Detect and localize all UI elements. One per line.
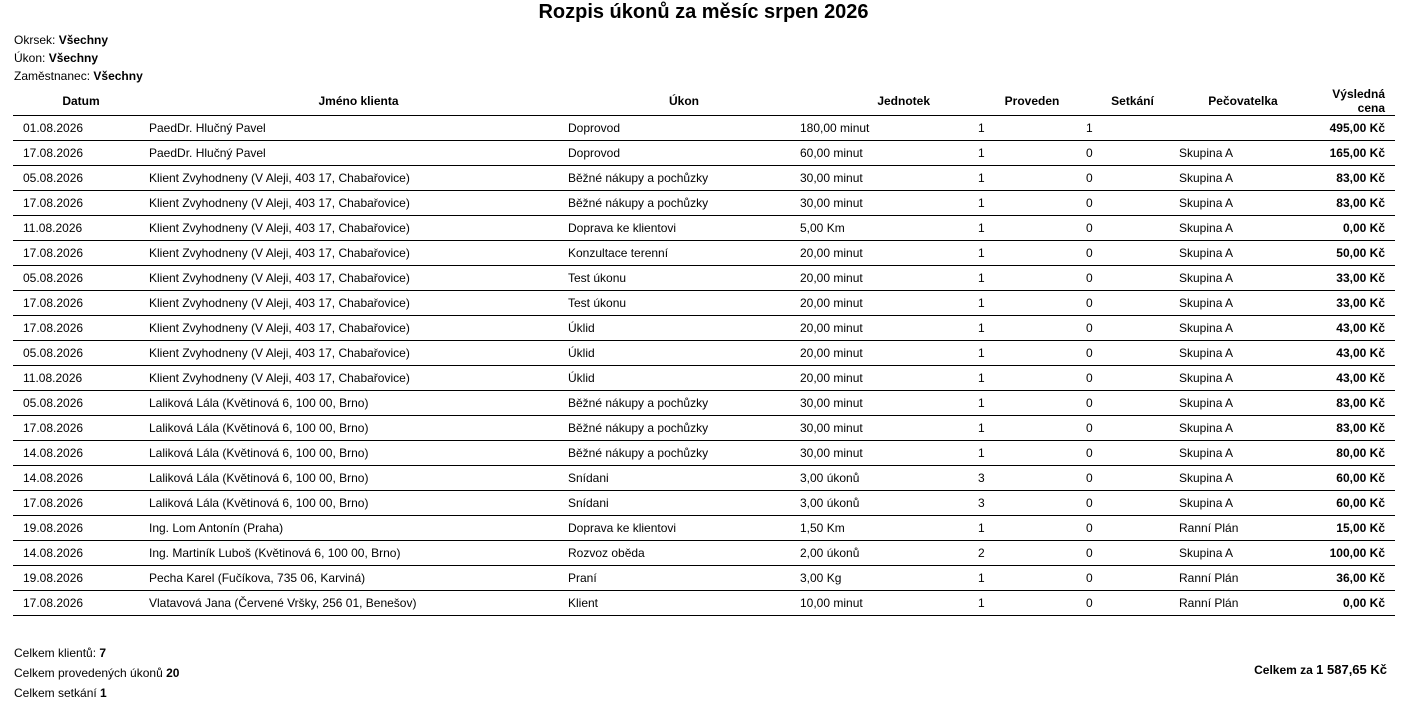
cell-datum: 17.08.2026 bbox=[13, 291, 149, 316]
cell-datum: 17.08.2026 bbox=[13, 141, 149, 166]
cell-ukon: Běžné nákupy a pochůzky bbox=[568, 166, 800, 191]
cell-jmeno-klienta: Ing. Lom Antonín (Praha) bbox=[149, 516, 568, 541]
cell-datum: 17.08.2026 bbox=[13, 416, 149, 441]
cell-vysledna-cena: 33,00 Kč bbox=[1307, 266, 1395, 291]
cell-ukon: Doprovod bbox=[568, 116, 800, 141]
cell-pecovatelka: Skupina A bbox=[1179, 241, 1307, 266]
cell-datum: 05.08.2026 bbox=[13, 391, 149, 416]
cell-datum: 14.08.2026 bbox=[13, 441, 149, 466]
cell-proveden: 1 bbox=[978, 516, 1086, 541]
cell-proveden: 1 bbox=[978, 566, 1086, 591]
cell-jednotek: 2,00 úkonů bbox=[800, 541, 978, 566]
cell-jednotek: 30,00 minut bbox=[800, 166, 978, 191]
cell-jmeno-klienta: PaedDr. Hlučný Pavel bbox=[149, 116, 568, 141]
cell-jednotek: 1,50 Km bbox=[800, 516, 978, 541]
cell-setkani: 0 bbox=[1086, 341, 1179, 366]
cell-datum: 01.08.2026 bbox=[13, 116, 149, 141]
cell-setkani: 0 bbox=[1086, 591, 1179, 616]
cell-vysledna-cena: 43,00 Kč bbox=[1307, 316, 1395, 341]
cell-datum: 11.08.2026 bbox=[13, 216, 149, 241]
cell-ukon: Test úkonu bbox=[568, 266, 800, 291]
cell-setkani: 1 bbox=[1086, 116, 1179, 141]
cell-ukon: Úklid bbox=[568, 316, 800, 341]
cell-vysledna-cena: 60,00 Kč bbox=[1307, 491, 1395, 516]
summary-clients bbox=[14, 643, 179, 663]
summary-label: Celkem provedených úkonů bbox=[14, 666, 163, 680]
cell-proveden: 1 bbox=[978, 316, 1086, 341]
cell-jmeno-klienta: Klient Zvyhodneny (V Aleji, 403 17, Chabařovice) bbox=[149, 166, 568, 191]
header-jmeno-klienta: Jméno klienta bbox=[149, 87, 568, 116]
cell-jmeno-klienta: PaedDr. Hlučný Pavel bbox=[149, 141, 568, 166]
cell-ukon: Test úkonu bbox=[568, 291, 800, 316]
table-row bbox=[13, 216, 1395, 241]
summary-done bbox=[14, 663, 179, 683]
cell-jednotek: 20,00 minut bbox=[800, 341, 978, 366]
cell-jmeno-klienta: Klient Zvyhodneny (V Aleji, 403 17, Chabařovice) bbox=[149, 266, 568, 291]
table-row bbox=[13, 166, 1395, 191]
table-row bbox=[13, 341, 1395, 366]
cell-datum: 17.08.2026 bbox=[13, 591, 149, 616]
filter-ukon bbox=[14, 49, 143, 67]
cell-jednotek: 20,00 minut bbox=[800, 291, 978, 316]
cell-pecovatelka: Skupina A bbox=[1179, 166, 1307, 191]
cell-ukon: Běžné nákupy a pochůzky bbox=[568, 416, 800, 441]
cell-vysledna-cena: 83,00 Kč bbox=[1307, 191, 1395, 216]
table-row bbox=[13, 241, 1395, 266]
cell-jmeno-klienta: Klient Zvyhodneny (V Aleji, 403 17, Chabařovice) bbox=[149, 191, 568, 216]
cell-datum: 14.08.2026 bbox=[13, 541, 149, 566]
cell-ukon: Konzultace terenní bbox=[568, 241, 800, 266]
cell-vysledna-cena: 33,00 Kč bbox=[1307, 291, 1395, 316]
report-filters bbox=[14, 31, 143, 85]
cell-datum: 19.08.2026 bbox=[13, 516, 149, 541]
cell-proveden: 1 bbox=[978, 591, 1086, 616]
cell-setkani: 0 bbox=[1086, 166, 1179, 191]
table-row bbox=[13, 266, 1395, 291]
cell-jmeno-klienta: Klient Zvyhodneny (V Aleji, 403 17, Chabařovice) bbox=[149, 241, 568, 266]
cell-jednotek: 10,00 minut bbox=[800, 591, 978, 616]
cell-vysledna-cena: 15,00 Kč bbox=[1307, 516, 1395, 541]
cell-setkani: 0 bbox=[1086, 216, 1179, 241]
header-ukon: Úkon bbox=[568, 87, 800, 116]
header-datum: Datum bbox=[13, 87, 149, 116]
header-setkani: Setkání bbox=[1086, 87, 1179, 116]
cell-proveden: 1 bbox=[978, 116, 1086, 141]
cell-pecovatelka: Ranní Plán bbox=[1179, 591, 1307, 616]
summary-label: Celkem setkání bbox=[14, 686, 97, 700]
cell-datum: 17.08.2026 bbox=[13, 491, 149, 516]
cell-vysledna-cena: 83,00 Kč bbox=[1307, 391, 1395, 416]
header-pecovatelka: Pečovatelka bbox=[1179, 87, 1307, 116]
cell-jmeno-klienta: Laliková Lála (Květinová 6, 100 00, Brno) bbox=[149, 466, 568, 491]
cell-pecovatelka: Skupina A bbox=[1179, 216, 1307, 241]
cell-proveden: 1 bbox=[978, 391, 1086, 416]
cell-setkani: 0 bbox=[1086, 291, 1179, 316]
cell-datum: 05.08.2026 bbox=[13, 266, 149, 291]
table-row bbox=[13, 141, 1395, 166]
cell-vysledna-cena: 83,00 Kč bbox=[1307, 416, 1395, 441]
cell-proveden: 1 bbox=[978, 416, 1086, 441]
cell-pecovatelka: Skupina A bbox=[1179, 366, 1307, 391]
table-row bbox=[13, 291, 1395, 316]
cell-datum: 17.08.2026 bbox=[13, 191, 149, 216]
cell-ukon: Doprovod bbox=[568, 141, 800, 166]
cell-jednotek: 30,00 minut bbox=[800, 441, 978, 466]
table-row bbox=[13, 591, 1395, 616]
cell-ukon: Klient bbox=[568, 591, 800, 616]
filter-label: Zaměstnanec: bbox=[14, 69, 91, 83]
cell-pecovatelka: Skupina A bbox=[1179, 466, 1307, 491]
header-jednotek: Jednotek bbox=[800, 87, 978, 116]
cell-pecovatelka: Skupina A bbox=[1179, 441, 1307, 466]
cell-jednotek: 180,00 minut bbox=[800, 116, 978, 141]
cell-datum: 17.08.2026 bbox=[13, 316, 149, 341]
cell-setkani: 0 bbox=[1086, 416, 1179, 441]
cell-ukon: Úklid bbox=[568, 366, 800, 391]
cell-jednotek: 30,00 minut bbox=[800, 416, 978, 441]
cell-setkani: 0 bbox=[1086, 141, 1179, 166]
cell-pecovatelka: Skupina A bbox=[1179, 316, 1307, 341]
filter-label: Okrsek: bbox=[14, 33, 56, 47]
cell-jednotek: 5,00 Km bbox=[800, 216, 978, 241]
cell-jmeno-klienta: Pecha Karel (Fučíkova, 735 06, Karviná) bbox=[149, 566, 568, 591]
table-row bbox=[13, 466, 1395, 491]
table-row bbox=[13, 516, 1395, 541]
total-value: 1 587,65 Kč bbox=[1316, 662, 1387, 677]
report-table bbox=[13, 87, 1395, 616]
cell-setkani: 0 bbox=[1086, 366, 1179, 391]
cell-setkani: 0 bbox=[1086, 541, 1179, 566]
cell-pecovatelka: Ranní Plán bbox=[1179, 516, 1307, 541]
cell-vysledna-cena: 495,00 Kč bbox=[1307, 116, 1395, 141]
total-label: Celkem za bbox=[1254, 663, 1313, 677]
cell-pecovatelka: Skupina A bbox=[1179, 291, 1307, 316]
cell-jmeno-klienta: Ing. Martiník Luboš (Květinová 6, 100 00, Brno) bbox=[149, 541, 568, 566]
cell-vysledna-cena: 100,00 Kč bbox=[1307, 541, 1395, 566]
cell-pecovatelka: Skupina A bbox=[1179, 266, 1307, 291]
cell-jmeno-klienta: Laliková Lála (Květinová 6, 100 00, Brno) bbox=[149, 391, 568, 416]
summary-total bbox=[1254, 661, 1387, 679]
cell-proveden: 1 bbox=[978, 441, 1086, 466]
cell-vysledna-cena: 50,00 Kč bbox=[1307, 241, 1395, 266]
cell-proveden: 3 bbox=[978, 491, 1086, 516]
cell-pecovatelka bbox=[1179, 116, 1307, 141]
cell-proveden: 1 bbox=[978, 141, 1086, 166]
cell-proveden: 1 bbox=[978, 266, 1086, 291]
table-header-row bbox=[13, 87, 1395, 116]
filter-okrsek bbox=[14, 31, 143, 49]
cell-jednotek: 20,00 minut bbox=[800, 241, 978, 266]
table-row bbox=[13, 416, 1395, 441]
table-row bbox=[13, 391, 1395, 416]
cell-pecovatelka: Skupina A bbox=[1179, 391, 1307, 416]
cell-jednotek: 20,00 minut bbox=[800, 366, 978, 391]
cell-jmeno-klienta: Laliková Lála (Květinová 6, 100 00, Brno) bbox=[149, 441, 568, 466]
cell-datum: 17.08.2026 bbox=[13, 241, 149, 266]
table-row bbox=[13, 566, 1395, 591]
cell-datum: 19.08.2026 bbox=[13, 566, 149, 591]
cell-vysledna-cena: 36,00 Kč bbox=[1307, 566, 1395, 591]
cell-jednotek: 30,00 minut bbox=[800, 191, 978, 216]
cell-jmeno-klienta: Laliková Lála (Květinová 6, 100 00, Brno) bbox=[149, 491, 568, 516]
cell-pecovatelka: Skupina A bbox=[1179, 541, 1307, 566]
cell-vysledna-cena: 43,00 Kč bbox=[1307, 341, 1395, 366]
cell-proveden: 1 bbox=[978, 291, 1086, 316]
cell-jednotek: 3,00 úkonů bbox=[800, 491, 978, 516]
filter-label: Úkon: bbox=[14, 51, 46, 65]
cell-proveden: 1 bbox=[978, 366, 1086, 391]
cell-ukon: Snídani bbox=[568, 466, 800, 491]
summary-counts bbox=[14, 643, 179, 703]
header-vysledna-cena: Výsledná cena bbox=[1307, 87, 1395, 116]
cell-pecovatelka: Skupina A bbox=[1179, 341, 1307, 366]
cell-setkani: 0 bbox=[1086, 566, 1179, 591]
cell-proveden: 2 bbox=[978, 541, 1086, 566]
summary-label: Celkem klientů: bbox=[14, 646, 97, 660]
cell-vysledna-cena: 165,00 Kč bbox=[1307, 141, 1395, 166]
cell-jednotek: 30,00 minut bbox=[800, 391, 978, 416]
table-row bbox=[13, 191, 1395, 216]
cell-jmeno-klienta: Klient Zvyhodneny (V Aleji, 403 17, Chabařovice) bbox=[149, 341, 568, 366]
cell-proveden: 1 bbox=[978, 191, 1086, 216]
cell-setkani: 0 bbox=[1086, 466, 1179, 491]
cell-ukon: Rozvoz oběda bbox=[568, 541, 800, 566]
cell-ukon: Doprava ke klientovi bbox=[568, 516, 800, 541]
cell-jmeno-klienta: Vlatavová Jana (Červené Vršky, 256 01, Benešov) bbox=[149, 591, 568, 616]
filter-value: Všechny bbox=[93, 69, 143, 83]
summary-value: 7 bbox=[99, 646, 107, 660]
cell-jmeno-klienta: Klient Zvyhodneny (V Aleji, 403 17, Chabařovice) bbox=[149, 316, 568, 341]
cell-datum: 11.08.2026 bbox=[13, 366, 149, 391]
cell-pecovatelka: Ranní Plán bbox=[1179, 566, 1307, 591]
cell-proveden: 1 bbox=[978, 166, 1086, 191]
cell-setkani: 0 bbox=[1086, 266, 1179, 291]
table-row bbox=[13, 541, 1395, 566]
cell-vysledna-cena: 80,00 Kč bbox=[1307, 441, 1395, 466]
summary-value: 1 bbox=[100, 686, 107, 700]
cell-pecovatelka: Skupina A bbox=[1179, 141, 1307, 166]
table-row bbox=[13, 116, 1395, 141]
cell-ukon: Běžné nákupy a pochůzky bbox=[568, 441, 800, 466]
cell-pecovatelka: Skupina A bbox=[1179, 491, 1307, 516]
cell-ukon: Doprava ke klientovi bbox=[568, 216, 800, 241]
table-row bbox=[13, 316, 1395, 341]
cell-vysledna-cena: 60,00 Kč bbox=[1307, 466, 1395, 491]
cell-jmeno-klienta: Klient Zvyhodneny (V Aleji, 403 17, Chabařovice) bbox=[149, 291, 568, 316]
cell-setkani: 0 bbox=[1086, 316, 1179, 341]
filter-zamestnanec bbox=[14, 67, 143, 85]
summary-meetings bbox=[14, 683, 179, 703]
cell-setkani: 0 bbox=[1086, 191, 1179, 216]
cell-jmeno-klienta: Laliková Lála (Květinová 6, 100 00, Brno) bbox=[149, 416, 568, 441]
cell-proveden: 1 bbox=[978, 241, 1086, 266]
cell-jednotek: 20,00 minut bbox=[800, 266, 978, 291]
header-proveden: Proveden bbox=[978, 87, 1086, 116]
cell-datum: 05.08.2026 bbox=[13, 166, 149, 191]
cell-jmeno-klienta: Klient Zvyhodneny (V Aleji, 403 17, Chabařovice) bbox=[149, 366, 568, 391]
cell-jmeno-klienta: Klient Zvyhodneny (V Aleji, 403 17, Chabařovice) bbox=[149, 216, 568, 241]
cell-ukon: Praní bbox=[568, 566, 800, 591]
cell-vysledna-cena: 83,00 Kč bbox=[1307, 166, 1395, 191]
cell-proveden: 3 bbox=[978, 466, 1086, 491]
table-row bbox=[13, 366, 1395, 391]
cell-proveden: 1 bbox=[978, 216, 1086, 241]
cell-vysledna-cena: 0,00 Kč bbox=[1307, 216, 1395, 241]
cell-setkani: 0 bbox=[1086, 491, 1179, 516]
cell-pecovatelka: Skupina A bbox=[1179, 191, 1307, 216]
table-row bbox=[13, 491, 1395, 516]
cell-pecovatelka: Skupina A bbox=[1179, 416, 1307, 441]
cell-jednotek: 3,00 úkonů bbox=[800, 466, 978, 491]
cell-setkani: 0 bbox=[1086, 441, 1179, 466]
cell-jednotek: 3,00 Kg bbox=[800, 566, 978, 591]
report-title: Rozpis úkonů za měsíc srpen 2026 bbox=[538, 1, 869, 23]
table-row bbox=[13, 441, 1395, 466]
filter-value: Všechny bbox=[58, 33, 109, 47]
cell-ukon: Úklid bbox=[568, 341, 800, 366]
cell-setkani: 0 bbox=[1086, 241, 1179, 266]
summary-value: 20 bbox=[166, 666, 180, 680]
cell-setkani: 0 bbox=[1086, 391, 1179, 416]
cell-vysledna-cena: 43,00 Kč bbox=[1307, 366, 1395, 391]
table-body bbox=[13, 116, 1395, 616]
cell-proveden: 1 bbox=[978, 341, 1086, 366]
cell-jednotek: 60,00 minut bbox=[800, 141, 978, 166]
cell-ukon: Běžné nákupy a pochůzky bbox=[568, 391, 800, 416]
cell-setkani: 0 bbox=[1086, 516, 1179, 541]
cell-ukon: Běžné nákupy a pochůzky bbox=[568, 191, 800, 216]
cell-datum: 14.08.2026 bbox=[13, 466, 149, 491]
filter-value: Všechny bbox=[48, 51, 99, 65]
cell-vysledna-cena: 0,00 Kč bbox=[1307, 591, 1395, 616]
cell-jednotek: 20,00 minut bbox=[800, 316, 978, 341]
cell-datum: 05.08.2026 bbox=[13, 341, 149, 366]
cell-ukon: Snídani bbox=[568, 491, 800, 516]
